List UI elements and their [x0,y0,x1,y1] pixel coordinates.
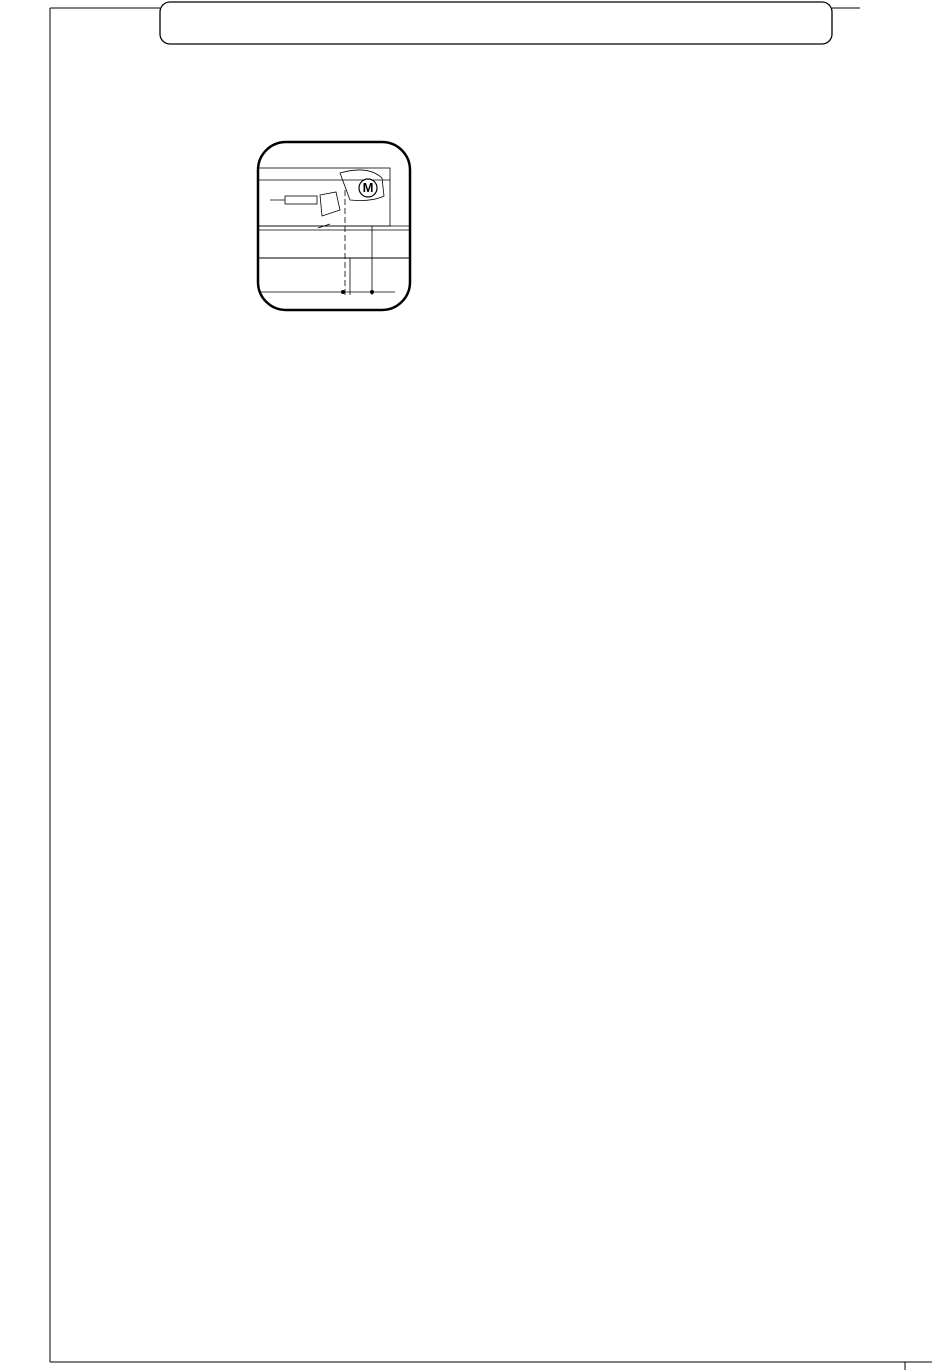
motor-symbol-label: M [362,180,374,195]
page-frame [50,8,932,1370]
title-box [160,2,832,44]
detail-bubble-top-left [258,142,410,310]
